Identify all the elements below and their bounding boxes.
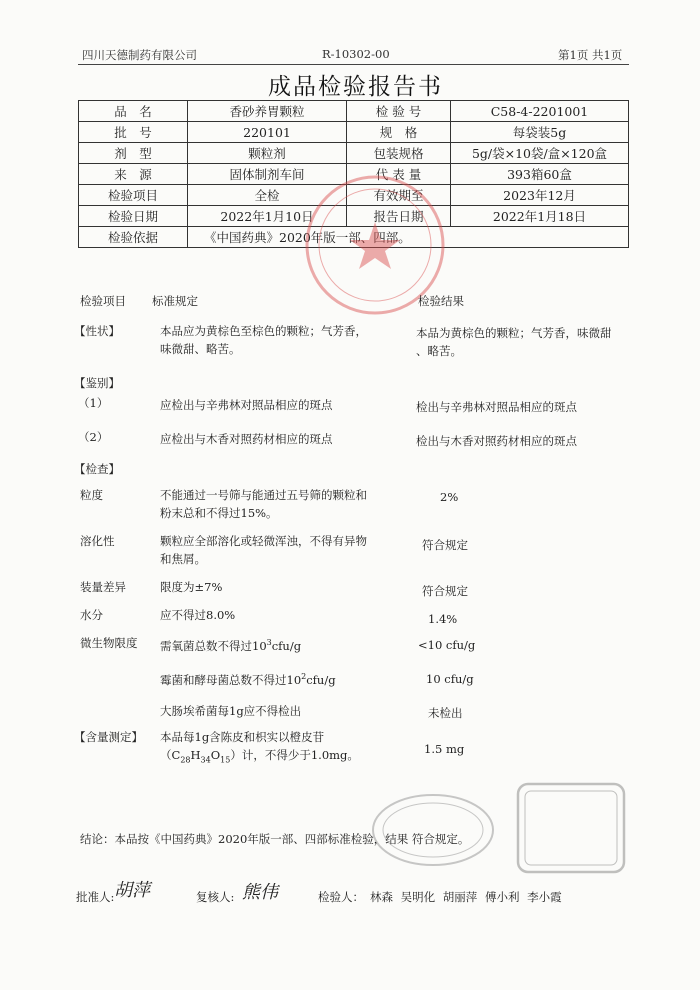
jianbie-n2: （2） — [78, 430, 109, 444]
wei-std1 — [160, 634, 301, 655]
value-basis: 《中国药典》2020年版一部、四部。 — [188, 227, 629, 248]
approver-label: 批准人: — [76, 890, 115, 904]
hanliang-label: 【含量测定】 — [74, 730, 143, 744]
company-name: 四川天德制药有限公司 — [82, 48, 197, 62]
approver-signature: 胡萍 — [114, 880, 150, 901]
col-standard: 标准规定 — [152, 294, 198, 308]
value-date: 2022年1月10日 — [188, 206, 347, 227]
zhuang-std: 限度为±7% — [160, 580, 223, 594]
hanliang-std2c: O — [210, 748, 221, 762]
label-sample: 代 表 量 — [347, 164, 451, 185]
shui-label: 水分 — [80, 608, 103, 622]
xingzhuang-std2: 味微甜、略苦。 — [160, 342, 241, 356]
jianbie-label: 【鉴别】 — [74, 376, 120, 390]
lidu-std1: 不能通过一号筛与能通过五号筛的颗粒和 — [160, 488, 367, 502]
report-title: 成品检验报告书 — [268, 74, 443, 100]
value-expiry: 2023年12月 — [451, 185, 629, 206]
value-report-date: 2022年1月18日 — [451, 206, 629, 227]
value-batch: 220101 — [188, 122, 347, 143]
jianbie-n1: （1） — [78, 396, 109, 410]
hanliang-s1: 28 — [180, 755, 191, 765]
lidu-res: 2% — [440, 490, 459, 504]
inspector-names: 林森 吴明化 胡丽萍 傅小利 李小霞 — [370, 890, 562, 904]
label-source: 来 源 — [79, 164, 188, 185]
value-product: 香砂养胃颗粒 — [188, 101, 347, 122]
lidu-label: 粒度 — [80, 488, 103, 502]
hanliang-std1: 本品每1g含陈皮和枳实以橙皮苷 — [160, 730, 325, 744]
jianbie-res1: 检出与辛弗林对照品相应的斑点 — [416, 400, 577, 414]
hanliang-s3: 15 — [220, 755, 231, 765]
hanliang-std2d: ）计，不得少于1.0mg。 — [230, 748, 359, 762]
value-item: 全检 — [188, 185, 347, 206]
label-form: 剂 型 — [79, 143, 188, 164]
wei-res2: 10 cfu/g — [426, 672, 474, 686]
page-info: 第1页 共1页 — [558, 48, 623, 62]
col-result: 检验结果 — [418, 294, 464, 308]
label-batch: 批 号 — [79, 122, 188, 143]
value-sample: 393箱60盒 — [451, 164, 629, 185]
shui-res: 1.4% — [428, 612, 458, 626]
wei-std2 — [160, 668, 336, 689]
zhuang-res: 符合规定 — [422, 584, 468, 598]
wei-std2a: 霉菌和酵母菌总数不得过10 — [160, 672, 302, 687]
label-expiry: 有效期至 — [347, 185, 451, 206]
label-report-date: 报告日期 — [347, 206, 451, 227]
hanliang-std2b: H — [190, 748, 201, 762]
label-product: 品 名 — [79, 101, 188, 122]
rong-std2: 和焦屑。 — [160, 552, 206, 566]
reviewer-signature: 熊伟 — [242, 882, 278, 903]
label-spec: 规 格 — [347, 122, 451, 143]
wei-res1: <10 cfu/g — [418, 638, 476, 652]
hanliang-res: 1.5 mg — [424, 742, 465, 756]
jianbie-std1: 应检出与辛弗林对照品相应的斑点 — [160, 398, 333, 412]
wei-std2-sup: 2 — [301, 672, 307, 681]
rong-res: 符合规定 — [422, 538, 468, 552]
value-source: 固体制剂车间 — [188, 164, 347, 185]
xingzhuang-res1: 本品为黄棕色的颗粒；气芳香，味微甜 — [416, 326, 612, 340]
wei-std3: 大肠埃希菌每1g应不得检出 — [160, 704, 302, 718]
value-package: 5g/袋×10袋/盒×120盒 — [451, 143, 629, 164]
value-form: 颗粒剂 — [188, 143, 347, 164]
rong-std1: 颗粒应全部溶化或轻微浑浊，不得有异物 — [160, 534, 367, 548]
wei-label: 微生物限度 — [80, 636, 138, 650]
label-inspect-no: 检 验 号 — [347, 101, 451, 122]
hanliang-std2 — [160, 746, 359, 769]
value-spec: 每袋装5g — [451, 122, 629, 143]
jianbie-std2: 应检出与木香对照药材相应的斑点 — [160, 432, 333, 446]
label-date: 检验日期 — [79, 206, 188, 227]
wei-std1a: 需氧菌总数不得过10 — [160, 638, 267, 653]
label-item: 检验项目 — [79, 185, 188, 206]
xingzhuang-label: 【性状】 — [74, 324, 120, 338]
conclusion: 结论：本品按《中国药典》2020年版一部、四部标准检验，结果 符合规定。 — [80, 832, 470, 846]
col-item: 检验项目 — [80, 294, 126, 308]
label-package: 包装规格 — [347, 143, 451, 164]
doc-code: R-10302-00 — [322, 47, 390, 61]
inspector-label: 检验人： — [318, 890, 364, 904]
hanliang-s2: 34 — [200, 755, 211, 765]
shui-std: 应不得过8.0% — [160, 608, 236, 622]
jianbie-res2: 检出与木香对照药材相应的斑点 — [416, 434, 577, 448]
xingzhuang-res2: 、略苦。 — [416, 344, 462, 358]
rong-label: 溶化性 — [80, 534, 115, 548]
label-basis: 检验依据 — [79, 227, 188, 248]
hanliang-std2a: （C — [160, 748, 181, 762]
xingzhuang-std1: 本品应为黄棕色至棕色的颗粒；气芳香， — [160, 324, 367, 338]
reviewer-label: 复核人: — [196, 890, 235, 904]
wei-std1b: cfu/g — [271, 638, 302, 653]
zhuang-label: 装量差异 — [80, 580, 126, 594]
wei-std1-sup: 3 — [266, 638, 272, 647]
header-rule — [78, 64, 629, 65]
inspection-seal-icon — [512, 778, 630, 878]
jiancha-label: 【检查】 — [74, 462, 120, 476]
value-inspect-no: C58-4-2201001 — [451, 101, 629, 122]
wei-std2b: cfu/g — [306, 672, 336, 687]
lidu-std2: 粉末总和不得过15%。 — [160, 506, 278, 520]
wei-res3: 未检出 — [428, 706, 463, 720]
